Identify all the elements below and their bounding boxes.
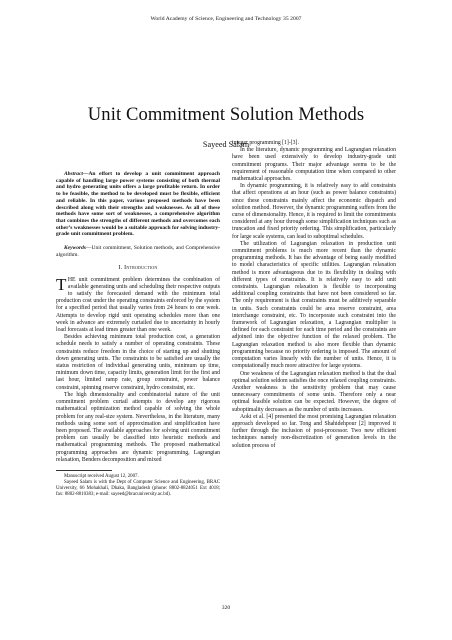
footnote-received: Manuscript received August 12, 2007.: [64, 473, 139, 479]
keywords-label: Keywords: [64, 245, 86, 252]
intro-paragraph-1: [56, 274, 220, 335]
right-column: [232, 140, 396, 450]
keywords-text: —Unit commitment, Solution methods, and Comprehensive algorithm.: [56, 245, 220, 258]
intro-paragraph-1-text: HE unit commitment problem determines the combination of available generating units and scheduling their respective outputs to satisfy the forecasted demand with the minimum total production cost under the operating constraints enforced by the system for a specified period that usually varies from 24 hours to one week. Attempts to develop rigid unit operating schedules more than one week in advance are extremely curtailed due to uncertainty in hourly load forecasts at lead times greater than one week.: [56, 276, 220, 334]
right-paragraph-1: integer programming [1]-[3].: [232, 140, 299, 146]
intro-paragraph-3: The high dimensionality and combinatorial nature of the unit commitment problem curtail attempts to develop any rigorous mathematical optimization method capable of solving the whole problem for any real-size system. Nevertheless, in the literature, many methods using some sort of approximation and simplification have been proposed. The available approaches for solving unit commitment problem can usually be classified into heuristic methods and mathematical programming methods. The proposed mathematical programming approaches are dynamic programming, Lagrangian relaxation, Benders decomposition and mixed: [56, 391, 220, 463]
right-paragraph-4: The utilization of Lagrangian relaxation in production unit commitment problems is much more recent than the dynamic programming methods. It has the advantage of being easily modified to model characteristics of specific utilities. Lagrangian relaxation method is more advantageous due to its flexibility in dealing with different types of constraints. It is relatively easy to add unit constraints. Lagrangian relaxation is flexible to incorporating additional coupling constraints that have not been considered so far. The only requirement is that constraints must be additively separable in units. Such constraints could be area reserve constraint, area interchange constraint, etc. To incorporate such constraint into the framework of Lagrangian relaxation, a Lagrangian multiplier is defined for each constraint for each time period and the constraints are adjoined into the objective function of the relaxed problem. The Lagrangian relaxation method is also more flexible than dynamic programming because no priority ordering is imposed. The amount of computation varies linearly with the number of units. Hence, it is computationally much more attractive for large systems.: [232, 240, 396, 370]
footnote-divider: [56, 470, 112, 471]
abstract-text: —An effort to develop a unit commitment approach capable of handling large power systems consisting of both thermal and hydro generating units offers a large profitable return. In order to be feasible, the method to be developed must be flexible, efficient and reliable. In this paper, various proposed methods have been described along with their strengths and weaknesses. As all of these methods have some sort of weaknesses, a comprehensive algorithm that combines the strengths of different methods and overcomes each other’s weaknesses would be a suitable approach for solving industry-grade unit commitment problem.: [56, 171, 220, 238]
abstract: [56, 171, 220, 238]
left-column: [56, 171, 220, 498]
section-heading-introduction: [56, 265, 220, 272]
journal-header: World Academy of Science, Engineering and Technology 35 2007: [150, 16, 302, 22]
keywords: [56, 245, 220, 258]
section-numeral: I.: [118, 265, 123, 272]
footnote-affiliation: Sayeed Salam is with the Dept of Computer Science and Engineering, BRAC University, 66 Mohakhali, Dhaka, Bangladesh (phone: 8802-8824051 Ext 4018; fax: 8802-8810383; e-mail: sayeed@bracuniversity.ac.bd).: [56, 479, 220, 497]
paper-title: Unit Commitment Solution Methods: [87, 104, 365, 125]
author-name: Sayeed Salam: [202, 140, 250, 149]
right-paragraph-2: In the literature, dynamic programming and Lagrangian relaxation have been used extensively to develop industry-grade unit commitment programs. Their major advantage seems to be the requirement of reasonable computation time when compared to other mathematical approaches.: [232, 147, 396, 183]
right-paragraph-5: One weakness of the Lagrangian relaxation method is that the dual optimal solution seldom satisfies the once relaxed coupling constraints. Another weakness is the sensitivity problem that may cause unnecessary commitments of some units. Therefore only a near optimal feasible solution can be expected. However, the degree of suboptimality decreases as the number of units increases.: [232, 370, 397, 413]
right-paragraph-6: Aoki et al. [4] presented the most promising Lagrangian relaxation approach developed so far. Tong and Shahidehpour [2] improved it further through the inclusion of post-processor. Two new efficient techniques namely non-discretization of generation levels in the solution process of: [232, 413, 396, 449]
drop-cap: T: [56, 274, 67, 294]
page-number: 320: [221, 605, 231, 611]
right-paragraph-3: In dynamic programming, it is relatively easy to add constraints that affect operations at an hour (such as power balance constraints) since these constraints mainly affect the economic dispatch and solution method. However, the dynamic programming suffers from the curse of dimensionality. Hence, it is required to limit the commitments considered at any hour through some simplification techniques such as truncation and fixed priority ordering. This simplification, particularly for large scale systems, can lead to suboptimal schedules.: [232, 183, 396, 240]
abstract-label: Abstract: [64, 171, 83, 177]
section-title: Introduction: [124, 265, 158, 272]
intro-paragraph-2: Besides achieving minimum total production cost, a generation schedule needs to satisfy a number of operating constraints. These constraints reduce freedom in the choice of starting up and shutting down generating units. The constraints to be satisfied are usually the status restriction of individual generating units, minimum up time, minimum down time, capacity limits, generation limit for the first and last hour, limited ramp rate, group constraint, power balance constraint, spinning reserve constraint, hydro constraint, etc.: [56, 334, 220, 391]
